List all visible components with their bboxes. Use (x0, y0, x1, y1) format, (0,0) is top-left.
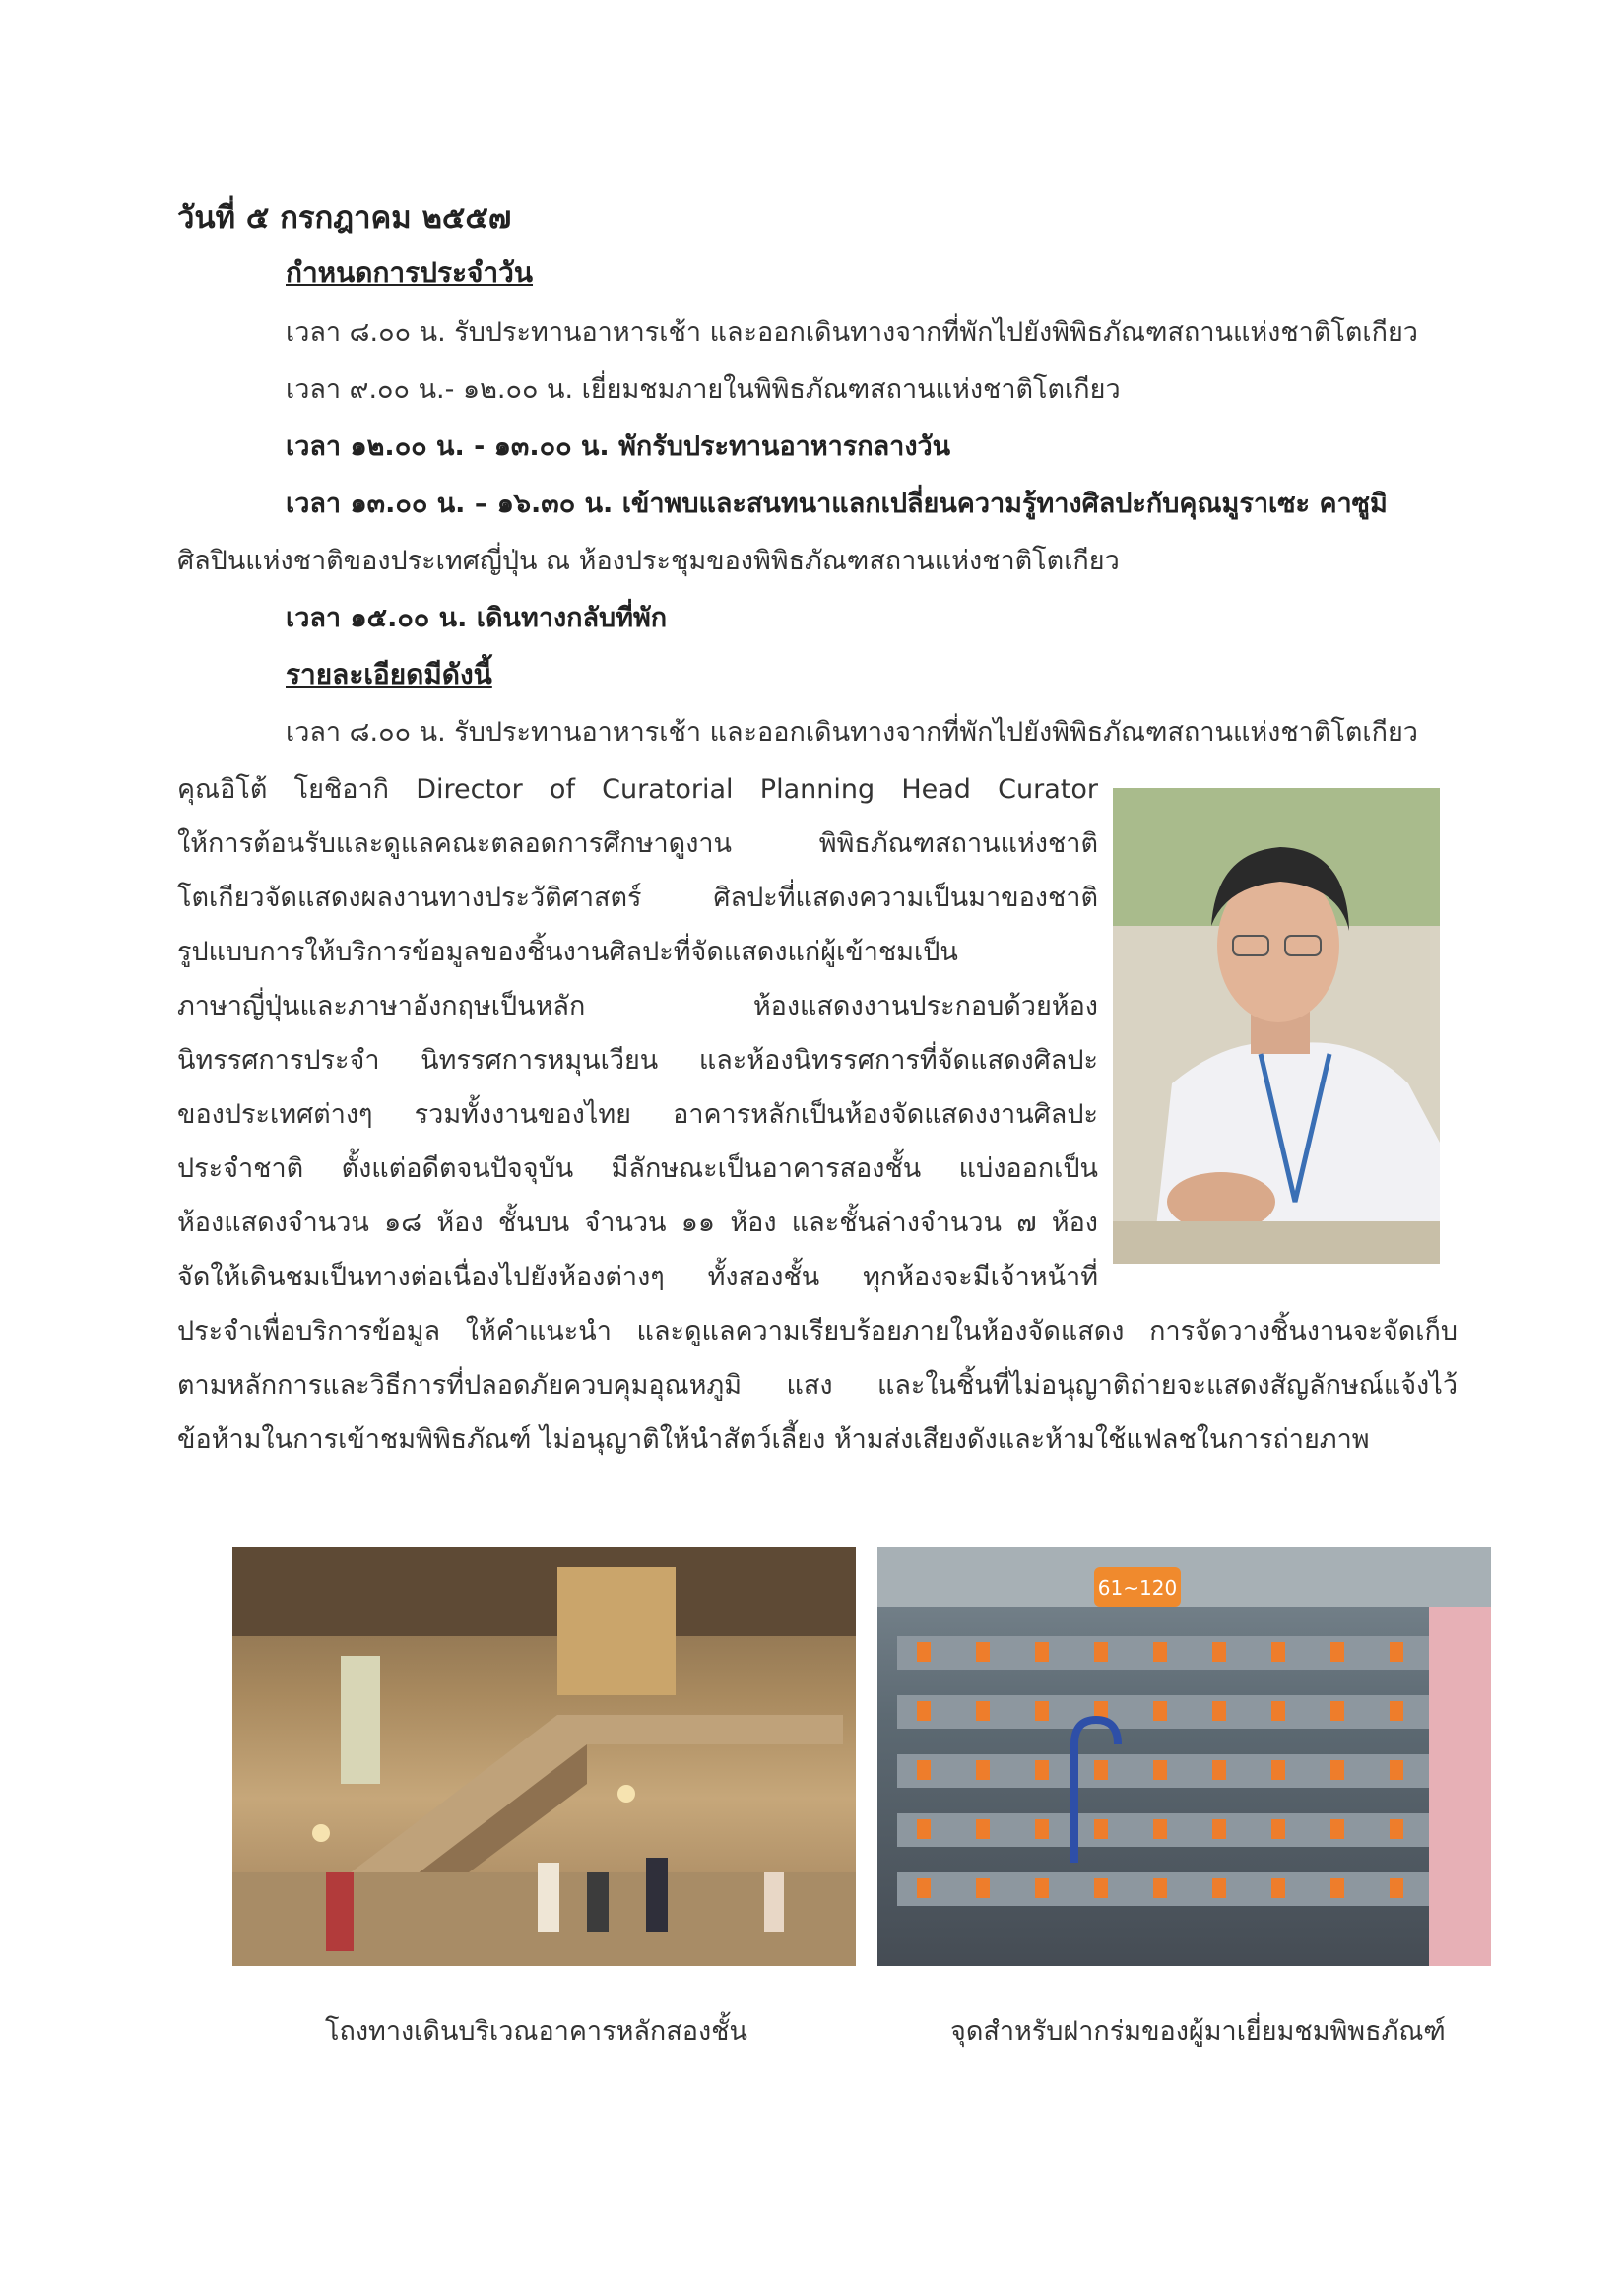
details-heading: รายละเอียดมีดังนี้ (286, 658, 492, 690)
details-line: ให้การต้อนรับและดูแลคณะตลอดการศึกษาดูงาน พิพิธภัณฑสถานแห่งชาติ (177, 828, 1098, 859)
schedule-line-3: เวลา ๑๒.๐๐ น. - ๑๓.๐๐ น. พักรับประทานอาหารกลางวัน (286, 431, 951, 462)
schedule-line-4: เวลา ๑๓.๐๐ น. – ๑๖.๓๐ น. เข้าพบและสนทนาแลกเปลี่ยนความรู้ทางศิลปะกับคุณมูราเซะ คาซูมิ (286, 489, 1388, 519)
hall-staircase-photo (232, 1547, 856, 1966)
umbrella-locker-photo (877, 1547, 1491, 1966)
details-line: ของประเทศต่างๆ รวมทั้งงานของไทย อาคารหลักเป็นห้องจัดแสดงงานศิลปะ (177, 1099, 1098, 1130)
details-line: ภาษาญี่ปุ่นและภาษาอังกฤษเป็นหลัก ห้องแสดงงานประกอบด้วยห้อง (177, 991, 1098, 1021)
details-line: นิทรรศการประจำ นิทรรศการหมุนเวียน และห้องนิทรรศการที่จัดแสดงศิลปะ (177, 1045, 1098, 1076)
details-line-full: ตามหลักการและวิธีการที่ปลอดภัยควบคุมอุณหภูมิ แสง และในชิ้นที่ไม่อนุญาติถ่ายจะแสดงสัญลักษณ์แจ้งไว้ (177, 1370, 1458, 1401)
schedule-continuation: ศิลปินแห่งชาติของประเทศญี่ปุ่น ณ ห้องประชุมของพิพิธภัณฑสถานแห่งชาติโตเกียว (177, 546, 1120, 576)
caption-right: จุดสำหรับฝากร่มของผู้มาเยี่ยมชมพิพธภัณฑ์ (950, 2016, 1446, 2047)
schedule-heading: กำหนดการประจำวัน (286, 256, 534, 289)
umbrella-range-tag: 61~120 (1097, 1576, 1178, 1600)
date-heading: วันที่ ๕ กรกฎาคม ๒๕๕๗ (177, 200, 512, 235)
schedule-line-1: เวลา ๘.๐๐ น. รับประทานอาหารเช้า และออกเดินทางจากที่พักไปยังพิพิธภัณฑสถานแห่งชาติโตเกียว (286, 317, 1418, 348)
details-line: ห้องแสดงจำนวน ๑๘ ห้อง ชั้นบน จำนวน ๑๑ ห้อง และชั้นล่างจำนวน ๗ ห้อง (177, 1208, 1098, 1238)
details-first-line: เวลา ๘.๐๐ น. รับประทานอาหารเช้า และออกเดินทางจากที่พักไปยังพิพิธภัณฑสถานแห่งชาติโตเกียว (286, 717, 1418, 748)
details-line: คุณอิโต้ โยชิอากิ Director of Curatorial Planning Head Curator (177, 774, 1098, 805)
schedule-line-2: เวลา ๙.๐๐ น.- ๑๒.๐๐ น. เยี่ยมชมภายในพิพิธภัณฑสถานแห่งชาติโตเกียว (286, 374, 1121, 405)
curator-portrait-photo (1113, 788, 1440, 1264)
details-line: จัดให้เดินชมเป็นทางต่อเนื่องไปยังห้องต่างๆ ทั้งสองชั้น ทุกห้องจะมีเจ้าหน้าที่ (177, 1262, 1098, 1292)
caption-left: โถงทางเดินบริเวณอาคารหลักสองชั้น (325, 2016, 747, 2047)
details-line: ประจำชาติ ตั้งแต่อดีตจนปัจจุบัน มีลักษณะเป็นอาคารสองชั้น แบ่งออกเป็น (177, 1153, 1098, 1184)
details-line: โตเกียวจัดแสดงผลงานทางประวัติศาสตร์ ศิลปะที่แสดงความเป็นมาของชาติ (177, 883, 1098, 913)
details-line-last: ข้อห้ามในการเข้าชมพิพิธภัณฑ์ ไม่อนุญาติให้นำสัตว์เลี้ยง ห้ามส่งเสียงดังและห้ามใช้แฟลชในการถ่ายภาพ (177, 1424, 1370, 1455)
schedule-return: เวลา ๑๕.๐๐ น. เดินทางกลับที่พัก (286, 603, 668, 633)
details-line-full: ประจำเพื่อบริการข้อมูล ให้คำแนะนำ และดูแลความเรียบร้อยภายในห้องจัดแสดง การจัดวางชิ้นงานจะจัดเก็บ (177, 1316, 1458, 1346)
details-line: รูปแบบการให้บริการข้อมูลของชิ้นงานศิลปะที่จัดแสดงแก่ผู้เข้าชมเป็น (177, 937, 958, 967)
